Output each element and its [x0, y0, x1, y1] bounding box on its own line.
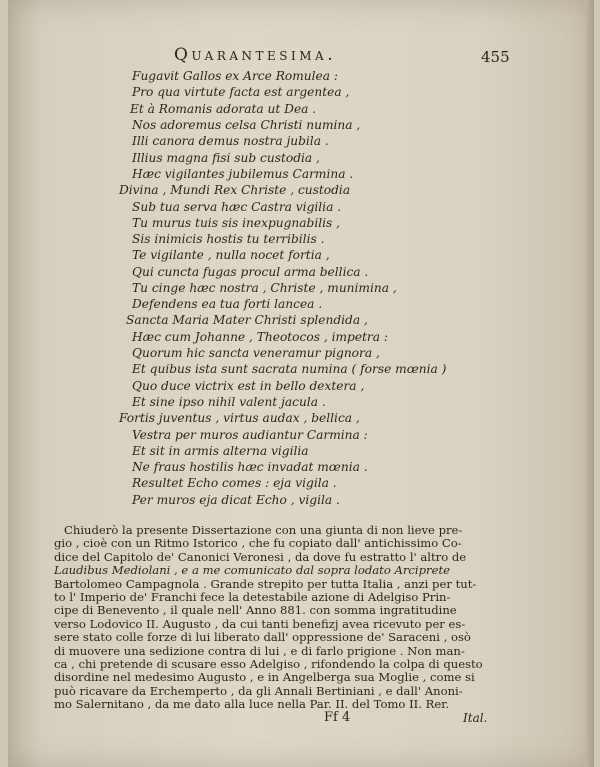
prose-line: di muovere una sedizione contra di lui , e di farlo prigione . Non man- — [54, 643, 465, 658]
prose-line: gio , cioè con un Ritmo Istorico , che fu copiato dall' antichissimo Co- — [54, 536, 462, 551]
signature-mark: Ff 4 — [324, 710, 351, 725]
verse-line: Quorum hic sancta veneramur pignora , — [132, 346, 380, 360]
prose-line: verso Lodovico II. Augusto , da cui tanti benefizj avea ricevuto per es- — [54, 616, 466, 631]
verse-line: Quo duce victrix est in bello dextera , — [132, 379, 365, 393]
verse-line: Resultet Echo comes : eja vigila . — [132, 476, 337, 490]
prose-line: Bartolomeo Campagnola . Grande strepito per tutta Italia , anzi per tut- — [54, 576, 477, 591]
page-number: 455 — [481, 48, 510, 66]
verse-line: Pro qua virtute facta est argentea , — [132, 85, 350, 99]
verse-line: Et sit in armis alterna vigilia — [132, 444, 309, 458]
page-edge — [586, 0, 594, 767]
book-page — [8, 0, 594, 767]
prose-line: Chiuderò la presente Dissertazione con una giunta di non lieve pre- — [64, 523, 463, 537]
verse-line: Hæc cum Johanne , Theotocos , impetra : — [132, 330, 389, 344]
verse-line: Sis inimicis hostis tu terribilis . — [132, 232, 325, 246]
prose-line: to l' Imperio de' Franchi fece la detestabile azione di Adelgiso Prin- — [54, 590, 451, 604]
verse-line: Fortis juventus , virtus audax , bellica , — [119, 411, 360, 425]
verse-line: Ne fraus hostilis hæc invadat mœnia . — [132, 460, 368, 474]
verse-line: Defendens ea tua forti lancea . — [132, 297, 323, 311]
verse-line: Illi canora demus nostra jubila . — [132, 134, 329, 148]
verse-line: Per muros eja dicat Echo , vigila . — [132, 493, 340, 507]
verse-line: Vestra per muros audiantur Carmina : — [132, 428, 368, 442]
prose-line: ca , chi pretende di scusare esso Adelgiso , rifondendo la colpa di questo — [54, 657, 483, 671]
verse-line: Divina , Mundi Rex Christe , custodia — [119, 183, 351, 197]
verse-line: Tu murus tuis sis inexpugnabilis , — [132, 216, 341, 230]
prose-line: cipe di Benevento , il quale nell' Anno 881. con somma ingratitudine — [54, 603, 457, 618]
prose-line: può ricavare da Erchemperto , da gli Annali Bertiniani , e dall' Anoni- — [54, 683, 463, 698]
verse-line: Et quibus ista sunt sacrata numina ( forse mœnia ) — [132, 362, 447, 376]
prose-line: mo Salernitano , da me dato alla luce nella Par. II. del Tomo II. Rer. — [54, 697, 450, 712]
verse-line: Fugavit Gallos ex Arce Romulea : — [132, 69, 338, 83]
prose-line: dice del Capitolo de' Canonici Veronesi , da dove fu estratto l' altro de — [54, 549, 467, 564]
running-title: Quarantesima. — [174, 45, 337, 65]
prose-line: disordine nel medesimo Augusto , e in Angelberga sua Moglie , come si — [54, 670, 475, 685]
verse-line: Et à Romanis adorata ut Dea . — [130, 102, 317, 116]
prose-line: Laudibus Mediolani , e a me comunicato dal sopra lodato Arciprete — [54, 563, 450, 578]
verse-line: Hæc vigilantes jubilemus Carmina . — [132, 167, 354, 181]
prose-line: sere stato colle forze di lui liberato dall' oppressione de' Saraceni , osò — [54, 630, 471, 645]
verse-line: Nos adoremus celsa Christi numina , — [132, 118, 361, 132]
verse-line: Qui cuncta fugas procul arma bellica . — [132, 265, 369, 279]
verse-line: Illius magna fisi sub custodia , — [132, 151, 320, 165]
verse-line: Te vigilante , nulla nocet fortia , — [132, 248, 330, 262]
verse-line: Tu cinge hæc nostra , Christe , munimina , — [132, 281, 397, 295]
verse-line: Sancta Maria Mater Christi splendida , — [126, 313, 368, 327]
catchword: Ital. — [463, 711, 488, 725]
verse-line: Sub tua serva hæc Castra vigilia . — [132, 200, 342, 214]
verse-line: Et sine ipso nihil valent jacula . — [132, 395, 326, 409]
